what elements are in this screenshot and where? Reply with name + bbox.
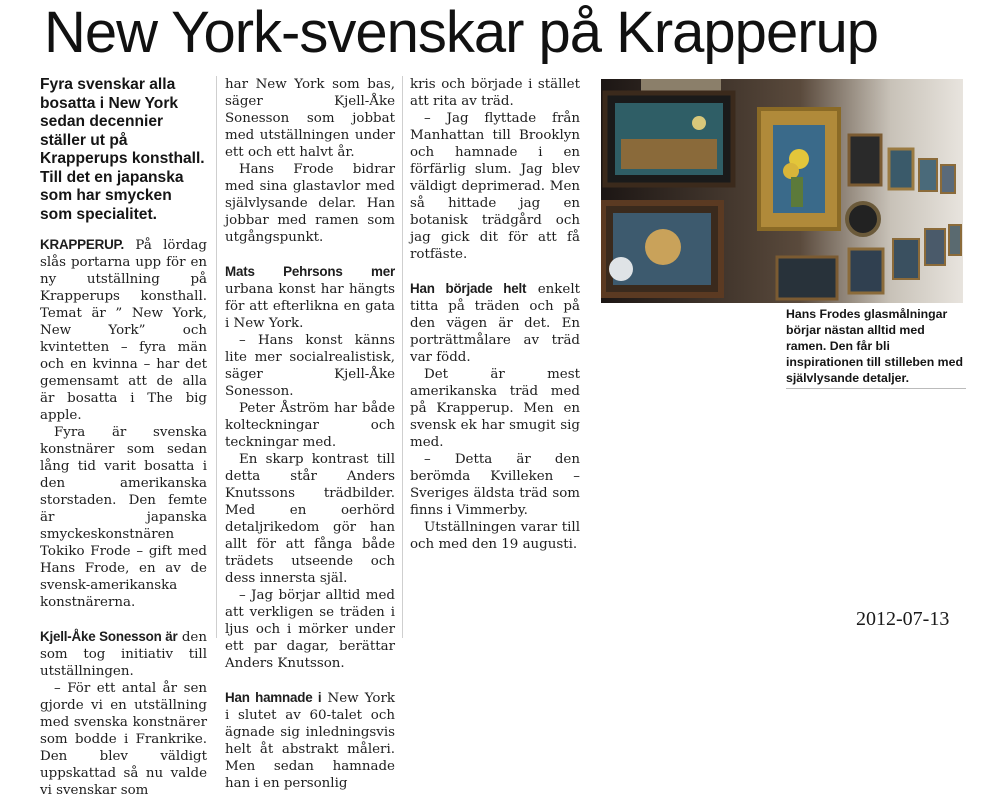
paragraph-text: urbana konst har hängts för att efterlikna en gata i New York. xyxy=(225,282,395,331)
painting-frame xyxy=(849,249,883,293)
paragraph: har New York som bas, säger Kjell-Åke Sonesson som jobbat med utställningen under ett och ett halvt år. xyxy=(225,77,395,160)
paragraph: En skarp kontrast till detta står Anders Knutssons trädbilder. Med en oerhörd detaljrikedom gör han allt för att fånga både trädets utseende och dess innersta själ. xyxy=(225,452,395,586)
paragraph-text: På lördag slås portarna upp för en ny utställning på Krapperups konsthall. Temat är ” New York, New York” och kvintetten – fyra män och en kvinna – har det gemensamt att de alla är bosatta i The big apple. xyxy=(40,238,207,423)
paragraph xyxy=(40,628,207,680)
paragraph: Utställningen varar till och med den 19 augusti. xyxy=(410,520,580,552)
article-column-2 xyxy=(225,76,395,792)
subhead-lead: Mats Pehrsons mer xyxy=(225,264,395,279)
painting-frame xyxy=(889,149,913,189)
headline: New York-svenskar på Krapperup xyxy=(44,0,879,65)
subhead-lead: Han började helt xyxy=(410,281,527,296)
paragraph xyxy=(410,280,580,366)
column-divider xyxy=(402,76,403,638)
paragraph: Hans Frode bidrar med sina glastavlor med självlysande delar. Han jobbar med ramen som utgångspunkt. xyxy=(225,162,395,245)
paragraph-text: den som tog initiativ till utställningen. xyxy=(40,630,207,679)
paragraph: – Hans konst känns lite mer socialrealistisk, säger Kjell-Åke Sonesson. xyxy=(225,333,395,399)
subhead-lead: Han hamnade i xyxy=(225,690,322,705)
painting-frame xyxy=(777,257,837,299)
round-frame xyxy=(847,203,879,235)
painting-frame xyxy=(941,165,955,193)
dateline: KRAPPERUP. xyxy=(40,237,125,252)
painting-frame xyxy=(925,229,945,265)
paragraph: Peter Åström har både kolteckningar och teckningar med. xyxy=(225,401,395,450)
paragraph: – För ett antal år sen gjorde vi en utställning med svenska konstnärer som bodde i Frankrike. Den blev väldigt uppskattad så nu valde vi svenskar som xyxy=(40,681,207,798)
painting-frame xyxy=(919,159,937,191)
paragraph xyxy=(40,236,207,424)
column-divider xyxy=(216,76,217,638)
article-column-3 xyxy=(410,76,580,553)
paragraph: Fyra är svenska konstnärer som sedan lång tid varit bosatta i den amerikanska storstaden. Den femte är japanska smyckeskonstnären Tokiko Frode – gift med Hans Frode, en av de svensk-amerikanska konstnärerna. xyxy=(40,425,207,610)
paragraph-text: enkelt titta på träden och på den vägen är det. En porträttmålare av träd var född. xyxy=(410,282,580,365)
framed-paintings-illustration xyxy=(601,79,963,303)
paragraph xyxy=(225,689,395,792)
gallery-photo xyxy=(601,79,963,303)
subhead-lead: Kjell-Åke Sonesson är xyxy=(40,629,178,644)
article-column-1 xyxy=(40,76,207,799)
paragraph-text: New York i slutet av 60-talet och ägnade sig inledningsvis helt åt abstrakt måleri. Men sedan hamnade han i en personlig xyxy=(225,691,395,791)
paragraph: – Jag flyttade från Manhattan till Brooklyn och hamnade i en förfärlig slum. Jag blev väldigt deprimerad. Men så hittade jag en botanisk trädgård och jag gick dit för att få rotfäste. xyxy=(410,111,580,262)
painting-frame xyxy=(849,135,881,185)
paragraph: kris och började i stället att rita av träd. xyxy=(410,77,580,109)
clipping-date: 2012-07-13 xyxy=(856,608,950,630)
paragraph: – Jag börjar alltid med att verkligen se träden i ljus och i mörker under ett par dagar, berättar Anders Knutsson. xyxy=(225,588,395,671)
photo-caption: Hans Frodes glasmålningar börjar nästan alltid med ramen. Den får bli inspirationen till stilleben med självlysande detaljer. xyxy=(786,306,966,389)
paragraph: Det är mest amerikanska träd med på Krapperup. Men en svensk ek har smugit sig med. xyxy=(410,367,580,450)
paragraph xyxy=(225,263,395,332)
painting-frame xyxy=(893,239,919,279)
ingress: Fyra svenskar alla bosatta i New York sedan decennier ställer ut på Krapperups konsthall. Till det en japanska som har smycken som specialitet. xyxy=(40,76,205,223)
paragraph: – Detta är den berömda Kvilleken – Sveriges äldsta träd som finns i Vimmerby. xyxy=(410,452,580,518)
